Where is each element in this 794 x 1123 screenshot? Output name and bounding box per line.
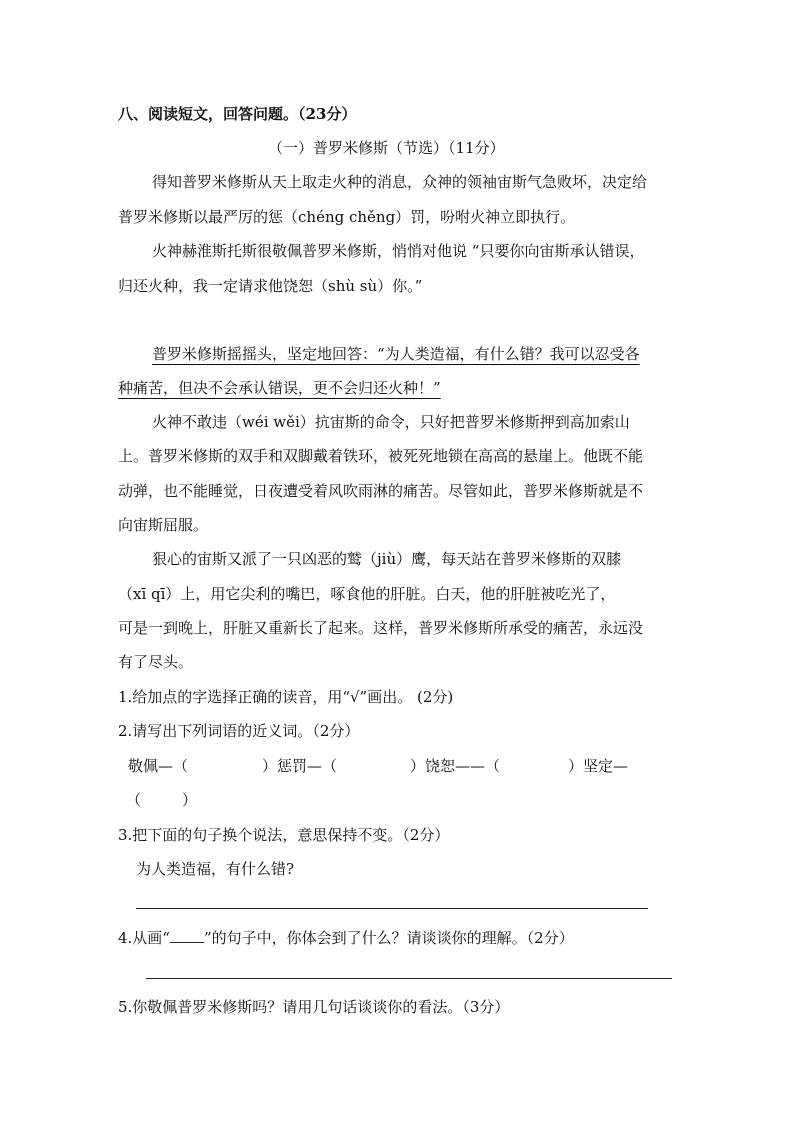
underline-sample [170,930,204,943]
answer-line-4[interactable] [146,978,672,979]
question-4-suffix: ”的句子中，你体会到了什么？请谈谈你的理解。（2分） [203,929,574,947]
question-4-prefix: 4.从画“ [118,929,170,947]
word-jingpei: 敬佩—（ [128,757,189,775]
word-raoshu: ）饶恕——（ [410,757,501,775]
text-line: 狠心的宙斯又派了一只凶恶的鹫（jiù）鹰，每天站在普罗米修斯的双膝 [152,550,622,568]
text-line: 动弹，也不能睡觉，日夜遭受着风吹雨淋的痛苦。尽管如此，普罗米修斯就是不 [118,482,644,500]
text-line: 归还火种，我一定请求他饶恕（shù sù）你。” [118,277,423,295]
text-line: 上。普罗米修斯的双手和双脚戴着铁环，被死死地锁在高高的悬崖上。他既不能 [118,447,644,465]
text-line: 向宙斯屈服。 [118,516,209,534]
answer-paren-close: ） [182,791,198,809]
question-5: 5.你敬佩普罗米修斯吗？请用几句话谈谈你的看法。（3分） [118,998,510,1016]
text-line: 有了尽头。 [118,653,194,671]
text-line: 火神赫淮斯托斯很敬佩普罗米修斯，悄悄对他说 “只要你向宙斯承认错误， [152,242,645,260]
question-1: 1.给加点的字选择正确的读音，用“√”画出。 (2分) [118,688,454,706]
text-line: 火神不敢违（wéi wěi）抗宙斯的命令，只好把普罗米修斯押到高加索山 [152,413,630,431]
text-line: 种痛苦，但决不会承认错误，更不会归还火种！” [118,379,441,397]
question-3-sentence: 为人类造福，有什么错? [136,860,295,878]
word-jianding: ）坚定— [568,757,629,775]
question-4 [118,928,574,948]
text-line: 普罗米修斯以最严厉的惩（chéng chěng）罚，吩咐火神立即执行。 [118,208,576,226]
question-2: 2.请写出下列词语的近义词。（2分） [118,722,360,740]
text-line: 得知普罗米修斯从天上取走火种的消息，众神的领袖宙斯气急败坏，决定给 [152,173,648,191]
word-chengfa: ）惩罚—（ [262,757,338,775]
text-line: 可是一到晚上，肝脏又重新长了起来。这样，普罗米修斯所承受的痛苦，永远没 [118,619,644,637]
text-line: 普罗米修斯摇摇头，坚定地回答：“为人类造福，有什么错？我可以忍受各 [152,345,640,363]
passage-title: （一）普罗米修斯（节选）（11分） [268,139,505,157]
answer-line-3[interactable] [136,908,648,909]
section-heading: 八、阅读短文，回答问题。（23分） [118,105,357,123]
text-line: （xī qī）上，用它尖利的嘴巴，啄食他的肝脏。白天，他的肝脏被吃光了， [118,585,616,603]
question-3: 3.把下面的句子换个说法，意思保持不变。（2分） [118,826,450,844]
answer-paren-open: （ [126,791,142,809]
